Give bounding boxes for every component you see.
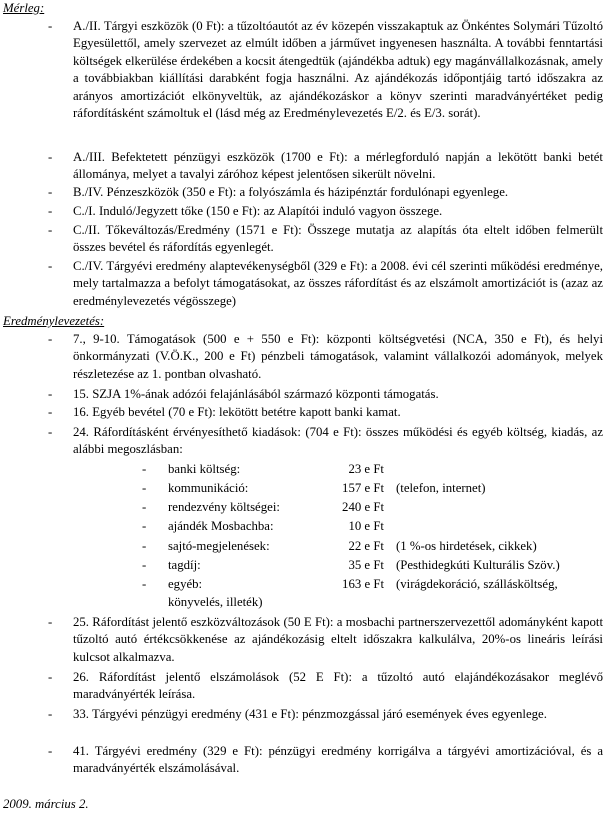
- expense-name: sajtó-megjelenések:: [168, 539, 270, 553]
- expense-note: (telefon, internet): [396, 481, 486, 495]
- expense-name: ajándék Mosbachba:: [168, 519, 274, 533]
- income-item-asset-changes: 25. Ráfordítást jelentő eszközváltozások (50 E Ft): a mosbachi partnerszervezettől adományként kapott tűzoltó autó értékcsökkenése az ajándékozásig eltelt időszakra kalkulálva, 20%-os lineáris leírási kulcsot alkalmazva.: [73, 615, 603, 664]
- balance-item-annual-result: C./IV. Tárgyévi eredmény alaptevékenységből (329 e Ft): a 2008. évi cél szerinti működési eredménye, mely tartalmazza a befolyt támogatásokat, az összes ráfordítást és az elszámolt amortizációt is (azaz az eredménylevezetés végösszege): [73, 259, 603, 308]
- expense-amount: 22 e Ft: [348, 539, 384, 553]
- sub-list-dash: -: [142, 539, 147, 553]
- balance-item-initial-capital: C./I. Induló/Jegyzett tőke (150 e Ft): az Alapítói induló vagyon összege.: [73, 204, 443, 218]
- list-dash: -: [48, 425, 53, 439]
- sub-list-dash: -: [142, 481, 147, 495]
- expense-amount: 10 e Ft: [348, 519, 384, 533]
- balance-item-cash: B./IV. Pénzeszközök (350 e Ft): a folyószámla és házipénztár fordulónapi egyenlege.: [73, 185, 509, 199]
- expense-name: kommunikáció:: [168, 481, 249, 495]
- expense-amount: 157 e Ft: [342, 481, 384, 495]
- income-item-szja: 15. SZJA 1%-ának adózói felajánlásából származó központi támogatás.: [73, 387, 439, 401]
- expense-amount: 35 e Ft: [348, 558, 384, 572]
- list-dash: -: [48, 332, 53, 346]
- income-item-financial-result: 33. Tárgyévi pénzügyi eredmény (431 e Ft): pénzmozgással járó események éves egyenlege.: [73, 707, 547, 721]
- expense-name: tagdíj:: [168, 558, 201, 572]
- list-dash: -: [48, 405, 53, 419]
- balance-item-tangible-assets: A./II. Tárgyi eszközök (0 Ft): a tűzoltóautót az év közepén visszakaptuk az Önkéntes Solymári Tűzoltó Egyesülettől, amely szervezet az elmúlt időben a járművet ingyenesen használta. A további fenntartási költségek elkerülése érdekében a kocsit átengedtük (ajándékba adtuk) egy magánvállalkozásnak, amely a továbbiakban kiállítási darabként fogja használni. Az ajándékozás időpontjáig tartó időszakra az arányos amortizációt elkönyveltük, az ajándékozáskor a könyv szerinti maradványértéket pedig ráfordításként számoltuk el (lásd még az Eredménylevezetés E/2. és E/3. sorát).: [73, 19, 603, 121]
- sub-list-dash: -: [142, 500, 147, 514]
- balance-item-financial-investments: A./III. Befektetett pénzügyi eszközök (1700 e Ft): a mérlegforduló napján a lekötött banki betét állománya, melyet a tavalyi záróhoz képest jelentősen sikerült növelni.: [73, 150, 603, 182]
- balance-item-capital-change: C./II. Tőkeváltozás/Eredmény (1571 e Ft): Összege mutatja az alapítás óta eltelt időben felmerült összes bevétel és ráfordítás egyenlegét.: [73, 223, 603, 255]
- sub-list-dash: -: [142, 519, 147, 533]
- expense-note: (virágdekoráció, szállásköltség,: [396, 577, 558, 591]
- list-dash: -: [48, 223, 53, 237]
- expense-amount: 163 e Ft: [342, 577, 384, 591]
- list-dash: -: [48, 670, 53, 684]
- sub-list-dash: -: [142, 558, 147, 572]
- expense-name: rendezvény költségei:: [168, 500, 280, 514]
- list-dash: -: [48, 185, 53, 199]
- list-dash: -: [48, 387, 53, 401]
- expense-amount: 23 e Ft: [348, 462, 384, 476]
- income-item-grants: 7., 9-10. Támogatások (500 e + 550 e Ft): központi költségvetési (NCA, 350 e Ft), és helyi önkormányzati (V.Ö.K., 200 e Ft) pénzbeli támogatások, valamint vállalkozói adományok, melyek részletezése az 1. pontban olvasható.: [73, 332, 603, 381]
- expense-name-continued: könyvelés, illeték): [168, 595, 263, 609]
- expense-note: (1 %-os hirdetések, cikkek): [396, 539, 537, 553]
- balance-sheet-heading: Mérleg:: [3, 1, 45, 15]
- income-item-settlements: 26. Ráfordítást jelentő elszámolások (52 E Ft): a tűzoltó autó elajándékozásakor meglévő maradványérték leírása.: [73, 670, 603, 702]
- expense-amount: 240 e Ft: [342, 500, 384, 514]
- expense-name: egyéb:: [168, 577, 203, 591]
- list-dash: -: [48, 19, 53, 33]
- income-item-annual-result: 41. Tárgyévi eredmény (329 e Ft): pénzügyi eredmény korrigálva a tárgyévi amortizációval, és a maradványérték elszámolásával.: [73, 744, 603, 776]
- list-dash: -: [48, 204, 53, 218]
- list-dash: -: [48, 707, 53, 721]
- expense-name: banki költség:: [168, 462, 241, 476]
- list-dash: -: [48, 744, 53, 758]
- list-dash: -: [48, 259, 53, 273]
- list-dash: -: [48, 615, 53, 629]
- income-item-other-income: 16. Egyéb bevétel (70 e Ft): lekötött betétre kapott banki kamat.: [73, 405, 401, 419]
- expense-note: (Pesthidegkúti Kulturális Szöv.): [396, 558, 560, 572]
- document-date: 2009. március 2.: [3, 797, 89, 811]
- sub-list-dash: -: [142, 462, 147, 476]
- sub-list-dash: -: [142, 577, 147, 591]
- income-item-expenses: 24. Ráfordításként érvényesíthető kiadások: (704 e Ft): összes működési és egyéb költség, kiadás, az alábbi megoszlásban:: [73, 425, 603, 457]
- income-statement-heading: Eredménylevezetés:: [3, 314, 105, 328]
- list-dash: -: [48, 150, 53, 164]
